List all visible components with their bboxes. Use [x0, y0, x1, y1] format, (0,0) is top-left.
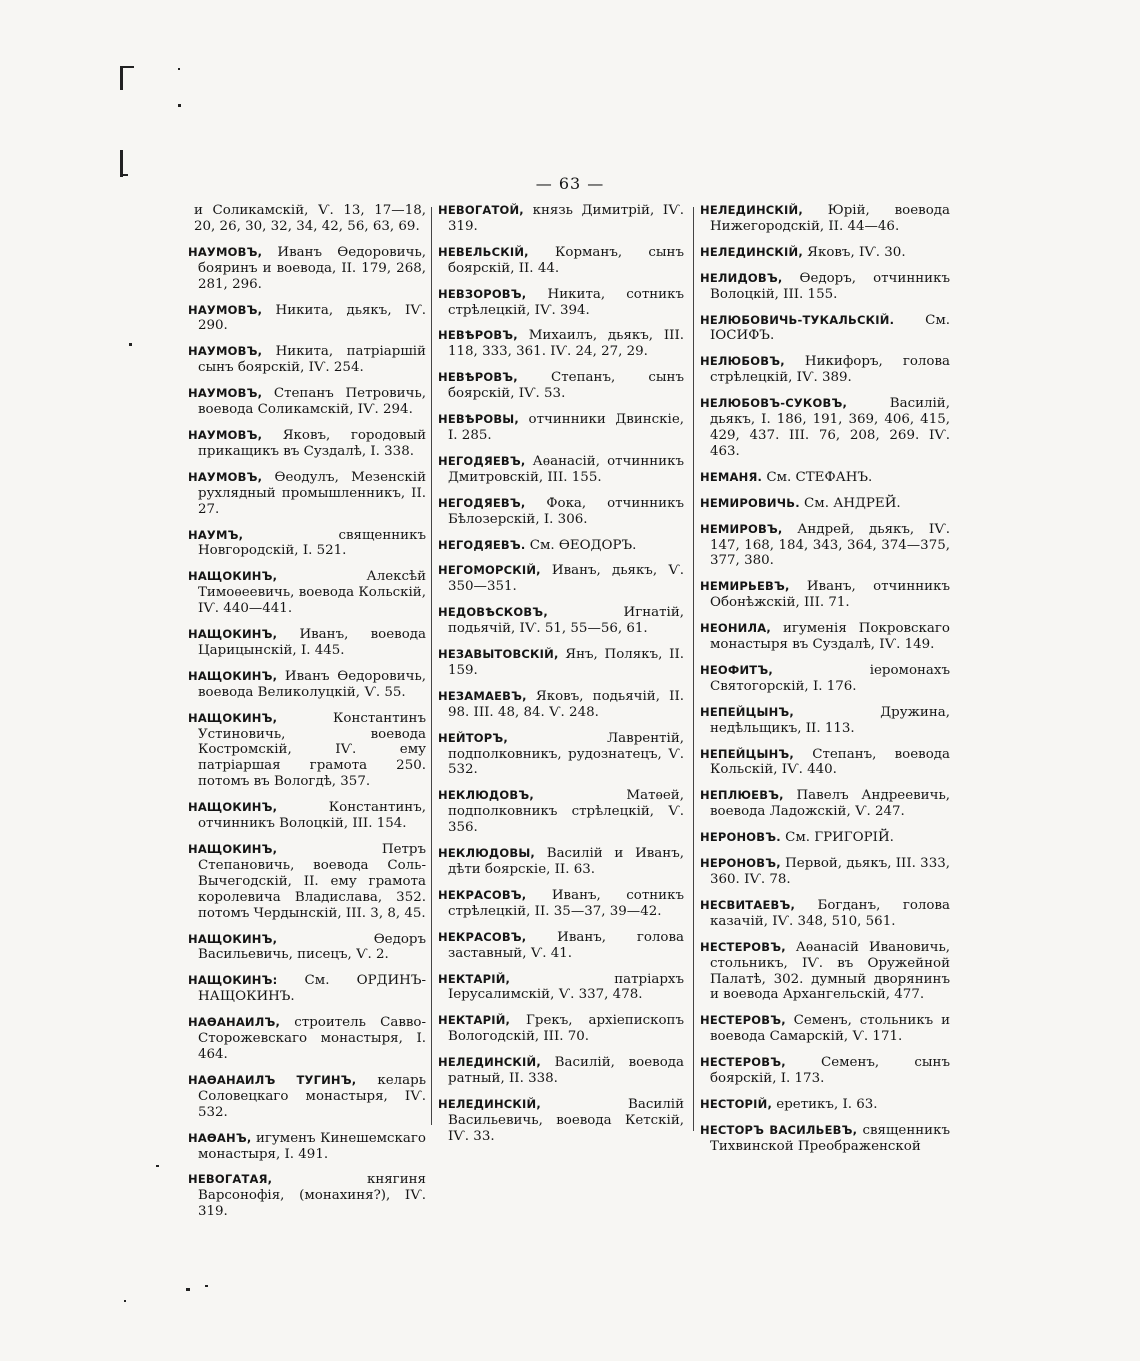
entry-text: Семенъ, стольникъ и воевода Самарскій, Ѵ. 171. — [710, 1013, 950, 1045]
index-column-2 — [438, 203, 684, 1155]
entry-text: Никифоръ, голова стрѣлецкій, IѴ. 389. — [710, 354, 950, 386]
index-entry — [438, 1013, 684, 1045]
index-entry — [438, 203, 684, 235]
scan-speck — [124, 1300, 126, 1302]
entry-headword: НЕВОГАТАЯ, — [188, 1172, 273, 1187]
index-entry — [188, 203, 426, 235]
index-entry — [700, 579, 950, 611]
index-entry — [438, 496, 684, 528]
entry-headword: НЕЛЕДИНСКІЙ, — [438, 1055, 541, 1070]
index-entry — [700, 496, 950, 512]
scan-speck — [129, 343, 132, 346]
entry-headword: НЕВЕЛЬСКІЙ, — [438, 244, 529, 259]
index-entry — [438, 245, 684, 277]
entry-headword: НЕСВИТАЕВЪ, — [700, 897, 796, 912]
entry-text: Иванъ Ѳедоровичь, воевода Великолуцкій, Ѵ. 55. — [198, 668, 426, 700]
entry-headword: НАЩОКИНЪ, — [188, 569, 278, 584]
entry-text: См. ѲЕОДОРЪ. — [525, 537, 637, 553]
entry-headword: НЕРОНОВЪ, — [700, 856, 781, 871]
entry-text: Константинъ Устиновичь, воевода Костромскій, IѴ. ему патріаршая грамота 250. потомъ въ Вологдѣ, 357. — [198, 710, 426, 790]
entry-text: Аѳанасій, отчинникъ Дмитровскій, III. 155. — [448, 453, 684, 485]
index-entry — [700, 470, 950, 486]
index-entry — [700, 396, 950, 460]
entry-text: Алексѣй Тимоѳеевичь, воевода Кольскій, IѴ. 440—441. — [198, 569, 426, 617]
index-entry — [188, 470, 426, 518]
entry-headword: НЕСТОРЪ ВАСИЛЬЕВЪ, — [700, 1122, 858, 1137]
entry-text: Иванъ, воевода Царицынскій, I. 445. — [198, 627, 426, 658]
entry-text: Иванъ, голова заставный, Ѵ. 41. — [448, 929, 684, 961]
index-entry — [438, 287, 684, 319]
index-entry — [700, 354, 950, 386]
column-divider — [431, 207, 432, 1125]
entry-text: Василій, воевода ратный, II. 338. — [448, 1055, 684, 1087]
entry-text: Андрей, дьякъ, IѴ. 147, 168, 184, 343, 364, 374—375, 377, 380. — [710, 521, 950, 569]
index-entry — [438, 972, 684, 1004]
entry-headword: НАЩОКИНЪ, — [188, 668, 278, 683]
index-entry — [438, 412, 684, 444]
entry-headword: НЕСТЕРОВЪ, — [700, 1055, 786, 1070]
page-edge-mark — [120, 66, 123, 90]
entry-headword: НАЩОКИНЪ, — [188, 842, 278, 856]
entry-text: См. ІОСИФЪ. — [710, 312, 950, 344]
entry-headword: НЕЛЮБОВЪ-СУКОВЪ, — [700, 396, 848, 411]
scan-speck — [178, 68, 180, 70]
entry-headword: НЕЛЮБОВЪ, — [700, 354, 785, 369]
index-entry — [700, 788, 950, 820]
entry-text: Яковъ, подьячій, II. 98. III. 48, 84. Ѵ. 248. — [448, 688, 684, 720]
entry-headword: НЕЛИДОВЪ, — [700, 270, 783, 285]
entry-headword: НЕПЛЮЕВЪ, — [700, 788, 784, 803]
index-entry — [700, 522, 950, 570]
index-entry — [188, 842, 426, 922]
scan-speck — [156, 1165, 159, 1167]
index-entry — [700, 747, 950, 779]
entry-headword: НЕКТАРІЙ, — [438, 1013, 511, 1028]
index-entry — [438, 647, 684, 679]
entry-headword: НЕГОМОРСКІЙ, — [438, 563, 541, 578]
index-entry — [700, 271, 950, 303]
entry-text: См. ОРДИНЪ-НАЩОКИНЪ. — [198, 973, 426, 1005]
entry-headword: НЕПЕЙЦЫНЪ, — [700, 704, 794, 719]
entry-text: Ѳедоръ, отчинникъ Волоцкій, III. 155. — [710, 270, 950, 302]
index-entry — [700, 856, 950, 888]
entry-headword: НЕВѢРОВЪ, — [438, 328, 518, 343]
entry-text: Иванъ, отчинникъ Обонѣжскій, III. 71. — [710, 579, 950, 611]
index-entry — [700, 245, 950, 261]
entry-text: Игнатій, подьячій, IѴ. 51, 55—56, 61. — [448, 605, 684, 637]
entry-headword: НЕМАНЯ. — [700, 469, 763, 484]
entry-headword: НЕЗАМАЕВЪ, — [438, 688, 527, 703]
index-entry — [438, 454, 684, 486]
entry-headword: НЕКРАСОВЪ, — [438, 929, 527, 944]
page-number: — 63 — — [535, 174, 605, 193]
index-entry — [438, 1097, 684, 1145]
entry-headword: НЕОНИЛА, — [700, 621, 771, 636]
entry-text: князь Димитрій, IѴ. 319. — [448, 203, 684, 234]
entry-text: Иванъ, дьякъ, Ѵ. 350—351. — [448, 563, 684, 595]
entry-headword: НЕГОДЯЕВЪ. — [438, 537, 526, 552]
index-entry — [188, 528, 426, 560]
entry-headword: НАУМОВЪ, — [188, 469, 263, 484]
index-entry — [438, 689, 684, 721]
entry-headword: НАѲАНАИЛЪ, — [188, 1015, 281, 1030]
entry-headword: НАУМЪ, — [188, 527, 244, 542]
entry-text: См. СТЕФАНЪ. — [762, 469, 873, 485]
entry-headword: НЕЗАВЫТОВСКІЙ, — [438, 647, 559, 662]
index-entry — [700, 705, 950, 737]
entry-text: Корманъ, сынъ боярскій, II. 44. — [448, 244, 684, 276]
index-entry — [700, 1097, 950, 1113]
entry-headword: НЕМИРОВЪ, — [700, 521, 783, 536]
entry-text: Василій, дьякъ, I. 186, 191, 369, 406, 415, 429, 437. III. 76, 208, 269. IѴ. 463. — [710, 396, 950, 459]
page-edge-mark — [120, 150, 123, 177]
index-entry — [438, 731, 684, 779]
index-entry — [700, 1055, 950, 1087]
index-entry — [700, 203, 950, 235]
entry-text: священникъ Новгородскій, I. 521. — [198, 527, 426, 559]
entry-text: Фока, отчинникъ Бѣлозерскій, I. 306. — [448, 495, 684, 527]
entry-text: іеромонахъ Святогорскій, I. 176. — [710, 662, 950, 694]
index-entry — [188, 303, 426, 335]
entry-headword: НЕЛЕДИНСКІЙ, — [700, 203, 803, 217]
entry-headword: НЕКЛЮДОВЪ, — [438, 788, 534, 803]
entry-text: Василій Васильевичь, воевода Кетскій, IѴ. 33. — [448, 1096, 684, 1144]
index-entry — [438, 328, 684, 360]
index-entry — [188, 245, 426, 293]
entry-text: Василій и Иванъ, дѣти боярскіе, II. 63. — [448, 846, 684, 877]
entry-headword: НАЩОКИНЪ, — [188, 931, 278, 946]
entry-text: Михаилъ, дьякъ, III. 118, 333, 361. IѴ. 24, 27, 29. — [448, 328, 684, 360]
index-column-1 — [188, 203, 426, 1230]
index-entry — [438, 1055, 684, 1087]
entry-headword: НАУМОВЪ, — [188, 244, 263, 259]
index-entry — [700, 1013, 950, 1045]
index-entry — [700, 940, 950, 1004]
index-entry — [700, 898, 950, 930]
entry-text: См. АНДРЕЙ. — [799, 495, 901, 511]
entry-headword: НЕСТОРІЙ, — [700, 1096, 773, 1111]
entry-text: Иванъ Ѳедоровичь, бояринъ и воевода, II. 179, 268, 281, 296. — [198, 244, 426, 292]
entry-text: строитель Савво-Сторожевскаго монастыря, I. 464. — [198, 1015, 426, 1062]
index-entry — [188, 973, 426, 1005]
entry-text: патріархъ Іерусалимскій, Ѵ. 337, 478. — [448, 971, 684, 1003]
entry-headword: НЕВОГАТОЙ, — [438, 203, 524, 217]
index-entry — [188, 627, 426, 659]
entry-text: Богданъ, голова казачій, IѴ. 348, 510, 561. — [710, 897, 950, 929]
index-entry — [438, 538, 684, 554]
entry-headword: НЕПЕЙЦЫНЪ, — [700, 746, 794, 761]
entry-headword: НЕЛЮБОВИЧЬ-ТУКАЛЬСКІЙ. — [700, 312, 895, 327]
entry-text: Семенъ, сынъ боярскій, I. 173. — [710, 1055, 950, 1087]
index-column-3 — [700, 203, 950, 1165]
scan-speck — [178, 104, 181, 107]
index-entry — [188, 711, 426, 791]
entry-text: Константинъ, отчинникъ Волоцкій, III. 154. — [198, 800, 426, 832]
index-entry — [188, 800, 426, 832]
entry-headword: НЕЛЕДИНСКІЙ, — [438, 1096, 541, 1111]
entry-headword: НЕКЛЮДОВЫ, — [438, 846, 535, 861]
index-entry — [700, 313, 950, 345]
entry-text: отчинники Двинскіе, I. 285. — [448, 412, 684, 443]
index-entry — [438, 788, 684, 836]
entry-text: Первой, дьякъ, III. 333, 360. IѴ. 78. — [710, 856, 950, 887]
entry-headword: НЕГОДЯЕВЪ, — [438, 495, 526, 510]
entry-text: Никита, сотникъ стрѣлецкій, IѴ. 394. — [448, 286, 684, 318]
entry-text: и Соликамскій, Ѵ. 13, 17—18, 20, 26, 30, 32, 34, 42, 56, 63, 69. — [194, 203, 426, 234]
entry-text: Янъ, Полякъ, II. 159. — [448, 647, 684, 678]
index-entry — [438, 605, 684, 637]
entry-text: Степанъ, сынъ боярскій, IѴ. 53. — [448, 370, 684, 402]
entry-headword: НЕВѢРОВЫ, — [438, 412, 519, 427]
index-entry — [188, 1015, 426, 1063]
page-edge-mark — [120, 66, 134, 68]
scan-speck — [205, 1285, 208, 1287]
entry-headword: НЕЛЕДИНСКІЙ, — [700, 244, 803, 259]
entry-headword: НАУМОВЪ, — [188, 344, 263, 359]
index-entry — [700, 830, 950, 846]
entry-headword: НЕКРАСОВЪ, — [438, 887, 527, 902]
entry-text: келарь Соловецкаго монастыря, IѴ. 532. — [198, 1072, 426, 1120]
entry-headword: НЕЙТОРЪ, — [438, 730, 508, 745]
index-entry — [700, 621, 950, 653]
index-entry — [188, 1073, 426, 1121]
entry-headword: НАЩОКИНЪ, — [188, 627, 278, 642]
index-entry — [438, 888, 684, 920]
entry-headword: НЕСТЕРОВЪ, — [700, 939, 786, 954]
index-entry — [188, 344, 426, 376]
entry-text: Никита, дьякъ, IѴ. 290. — [198, 302, 426, 334]
index-entry — [188, 669, 426, 701]
entry-text: Степанъ, воевода Кольскій, IѴ. 440. — [710, 746, 950, 778]
index-entry — [438, 370, 684, 402]
entry-text: священникъ Тихвинской Преображенской — [710, 1122, 950, 1154]
entry-headword: НЕГОДЯЕВЪ, — [438, 453, 526, 468]
entry-text: Лаврентій, подполковникъ, рудознатецъ, Ѵ. 532. — [448, 730, 684, 778]
column-divider — [693, 207, 694, 1131]
index-entry — [188, 569, 426, 617]
index-entry — [188, 932, 426, 964]
entry-text: Аѳанасій Ивановичь, стольникъ, IѴ. въ Оружейной Палатѣ, 302. думный дворянинъ и воевода Архангельскій, 477. — [710, 939, 950, 1003]
entry-headword: НЕРОНОВЪ. — [700, 830, 781, 845]
entry-text: Яковъ, городовый прикащикъ въ Суздалѣ, I. 338. — [198, 427, 426, 459]
entry-headword: НЕСТЕРОВЪ, — [700, 1013, 786, 1028]
entry-text: Матѳей, подполковникъ стрѣлецкій, Ѵ. 356. — [448, 788, 684, 836]
index-entry — [188, 1172, 426, 1220]
entry-headword: НАЩОКИНЪ, — [188, 800, 278, 815]
entry-text: Ѳедоръ Васильевичь, писецъ, Ѵ. 2. — [198, 931, 426, 963]
entry-text: Петръ Степановичь, воевода Соль-Вычегодскій, II. ему грамота королевича Владислава, 352. потомъ Чердынскій, III. 3, 8, 45. — [198, 842, 426, 921]
index-entry — [188, 386, 426, 418]
entry-text: Ѳеодулъ, Мезенскій рухлядный промышленникъ, II. 27. — [198, 469, 426, 517]
entry-text: Никита, патріаршій сынъ боярскій, IѴ. 254. — [198, 344, 426, 376]
entry-headword: НАУМОВЪ, — [188, 427, 263, 442]
index-entry — [188, 428, 426, 460]
entry-text: См. ГРИГОРІЙ. — [780, 830, 894, 846]
index-entry — [700, 663, 950, 695]
entry-headword: НАУМОВЪ, — [188, 302, 263, 317]
entry-text: Юрій, воевода Нижегородскій, II. 44—46. — [710, 203, 950, 234]
index-entry — [438, 930, 684, 962]
entry-text: Павелъ Андреевичь, воевода Ладожскій, Ѵ. 247. — [710, 788, 950, 820]
entry-text: игуменія Покровскаго монастыря въ Суздалѣ, IѴ. 149. — [710, 621, 950, 653]
entry-text: Степанъ Петровичь, воевода Соликамскій, IѴ. 294. — [198, 386, 426, 418]
entry-text: еретикъ, I. 63. — [772, 1096, 878, 1112]
entry-headword: НАѲАНЪ, — [188, 1130, 252, 1145]
entry-headword: НЕМИРОВИЧЬ. — [700, 495, 800, 510]
index-entry — [188, 1131, 426, 1163]
entry-text: игуменъ Кинешемскаго монастыря, I. 491. — [198, 1130, 426, 1162]
entry-headword: НАУМОВЪ, — [188, 386, 263, 401]
index-entry — [438, 563, 684, 595]
scan-speck — [186, 1288, 190, 1291]
entry-headword: НЕКТАРІЙ, — [438, 971, 511, 986]
entry-headword: НЕДОВѢСКОВЪ, — [438, 605, 548, 620]
entry-headword: НЕОФИТЪ, — [700, 662, 773, 677]
entry-text: Иванъ, сотникъ стрѣлецкій, II. 35—37, 39—42. — [448, 887, 684, 919]
entry-text: Дружина, недѣльщикъ, II. 113. — [710, 704, 950, 736]
entry-headword: НАЩОКИНЪ, — [188, 710, 278, 725]
entry-headword: НЕВѢРОВЪ, — [438, 370, 518, 385]
index-entry — [700, 1123, 950, 1155]
entry-headword: НЕВЗОРОВЪ, — [438, 286, 527, 301]
index-entry — [438, 846, 684, 878]
entry-headword: НАЩОКИНЪ: — [188, 973, 278, 988]
entry-text: Грекъ, архіепископъ Вологодскій, III. 70. — [448, 1013, 684, 1045]
entry-text: княгиня Варсонофія, (монахиня?), IѴ. 319. — [198, 1172, 426, 1220]
entry-headword: НЕМИРЬЕВЪ, — [700, 579, 790, 594]
entry-text: Яковъ, IѴ. 30. — [802, 244, 906, 260]
entry-headword: НАѲАНАИЛЪ ТУГИНЪ, — [188, 1072, 357, 1087]
